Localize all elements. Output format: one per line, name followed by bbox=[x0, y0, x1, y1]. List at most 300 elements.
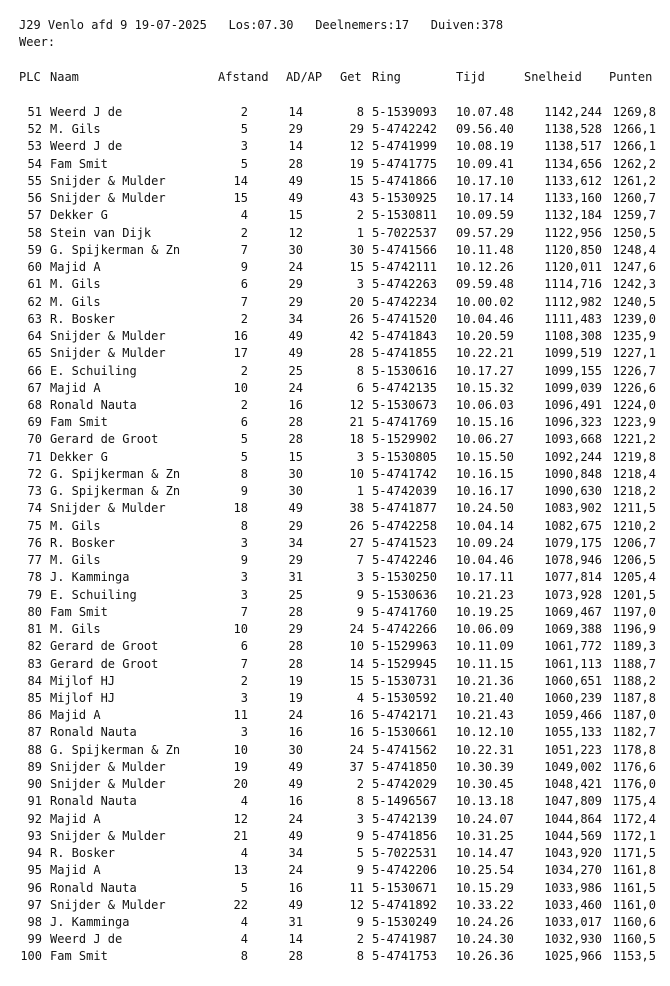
table-row bbox=[0, 604, 670, 621]
table-row bbox=[0, 207, 670, 224]
snelheid-cell: 1108,308 bbox=[544, 329, 602, 344]
adap-cell: 49 bbox=[288, 191, 303, 206]
naam-cell: Fam Smit bbox=[50, 604, 108, 619]
tijd-cell: 10.20.59 bbox=[456, 329, 514, 344]
plc-cell: 96 bbox=[27, 880, 42, 895]
plc-cell: 59 bbox=[27, 242, 42, 257]
snelheid-cell: 1059,466 bbox=[544, 708, 602, 723]
punten-cell: 1235,9 bbox=[612, 329, 656, 344]
ring-cell: 5-4742039 bbox=[372, 484, 438, 499]
adap-cell: 28 bbox=[288, 415, 303, 430]
table-row bbox=[0, 707, 670, 724]
tijd-cell: 10.21.23 bbox=[456, 587, 514, 602]
afstand-cell: 4 bbox=[240, 915, 248, 930]
naam-cell: Snijder & Mulder bbox=[50, 759, 166, 774]
adap-cell: 49 bbox=[288, 828, 303, 843]
get-cell: 29 bbox=[349, 122, 364, 137]
get-cell: 12 bbox=[349, 397, 364, 412]
table-row bbox=[0, 225, 670, 242]
naam-cell: R. Bosker bbox=[50, 311, 116, 326]
get-cell: 9 bbox=[356, 587, 364, 602]
tijd-cell: 10.06.03 bbox=[456, 397, 514, 412]
snelheid-cell: 1133,612 bbox=[544, 173, 602, 188]
get-cell: 8 bbox=[356, 105, 364, 119]
punten-cell: 1227,1 bbox=[612, 346, 656, 361]
punten-cell: 1206,7 bbox=[612, 535, 656, 550]
afstand-cell: 4 bbox=[240, 932, 248, 947]
afstand-cell: 22 bbox=[233, 897, 248, 912]
adap-cell: 29 bbox=[288, 122, 303, 137]
ring-cell: 5-4742242 bbox=[372, 122, 438, 137]
table-row bbox=[0, 173, 670, 190]
snelheid-cell: 1034,270 bbox=[544, 863, 602, 878]
ring-cell: 5-1530731 bbox=[372, 673, 438, 688]
table-row bbox=[0, 397, 670, 414]
punten-cell: 1201,5 bbox=[612, 587, 656, 602]
punten-cell: 1188,7 bbox=[612, 656, 656, 671]
snelheid-cell: 1061,772 bbox=[544, 639, 602, 654]
punten-cell: 1187,8 bbox=[612, 690, 656, 705]
naam-cell: Snijder & Mulder bbox=[50, 897, 166, 912]
table-row bbox=[0, 862, 670, 879]
punten-cell: 1239,0 bbox=[612, 311, 656, 326]
afstand-cell: 6 bbox=[240, 277, 248, 292]
naam-cell: Gerard de Groot bbox=[50, 432, 159, 447]
tijd-cell: 10.06.27 bbox=[456, 432, 514, 447]
afstand-cell: 9 bbox=[240, 260, 248, 275]
snelheid-cell: 1096,323 bbox=[544, 415, 602, 430]
table-row bbox=[0, 518, 670, 535]
punten-cell: 1269,8 bbox=[612, 105, 656, 119]
weather-line: Weer: bbox=[19, 35, 56, 49]
ring-cell: 5-4742246 bbox=[372, 553, 438, 568]
naam-cell: Stein van Dijk bbox=[50, 225, 152, 240]
tijd-cell: 10.22.21 bbox=[456, 346, 514, 361]
table-row bbox=[0, 759, 670, 776]
naam-cell: Mijlof HJ bbox=[50, 673, 116, 688]
adap-cell: 30 bbox=[288, 466, 303, 481]
ring-cell: 5-4742206 bbox=[372, 863, 438, 878]
naam-cell: Snijder & Mulder bbox=[50, 501, 166, 516]
snelheid-cell: 1134,656 bbox=[544, 156, 602, 171]
snelheid-cell: 1078,946 bbox=[544, 553, 602, 568]
afstand-cell: 4 bbox=[240, 794, 248, 809]
naam-cell: Snijder & Mulder bbox=[50, 191, 166, 206]
afstand-cell: 8 bbox=[240, 949, 248, 964]
plc-cell: 82 bbox=[27, 639, 42, 654]
adap-cell: 30 bbox=[288, 742, 303, 757]
get-cell: 26 bbox=[349, 311, 364, 326]
ring-cell: 5-4741877 bbox=[372, 501, 438, 516]
adap-cell: 30 bbox=[288, 242, 303, 257]
snelheid-cell: 1090,630 bbox=[544, 484, 602, 499]
table-row bbox=[0, 500, 670, 517]
punten-cell: 1218,4 bbox=[612, 466, 656, 481]
afstand-cell: 14 bbox=[233, 173, 248, 188]
ring-cell: 5-4741753 bbox=[372, 949, 438, 964]
get-cell: 42 bbox=[349, 329, 364, 344]
adap-cell: 28 bbox=[288, 656, 303, 671]
punten-cell: 1182,7 bbox=[612, 725, 656, 740]
punten-cell: 1189,3 bbox=[612, 639, 656, 654]
get-cell: 16 bbox=[349, 725, 364, 740]
naam-cell: Snijder & Mulder bbox=[50, 173, 166, 188]
adap-cell: 28 bbox=[288, 604, 303, 619]
tijd-cell: 10.30.45 bbox=[456, 777, 514, 792]
table-row bbox=[0, 449, 670, 466]
get-cell: 15 bbox=[349, 173, 364, 188]
plc-cell: 60 bbox=[27, 260, 42, 275]
adap-cell: 24 bbox=[288, 260, 303, 275]
tijd-cell: 09.57.29 bbox=[456, 225, 514, 240]
tijd-cell: 10.24.26 bbox=[456, 915, 514, 930]
ring-cell: 5-1529963 bbox=[372, 639, 438, 654]
tijd-cell: 10.30.39 bbox=[456, 759, 514, 774]
snelheid-cell: 1033,460 bbox=[544, 897, 602, 912]
punten-cell: 1161,5 bbox=[612, 880, 656, 895]
get-cell: 9 bbox=[356, 828, 364, 843]
get-cell: 38 bbox=[349, 501, 364, 516]
punten-cell: 1175,4 bbox=[612, 794, 656, 809]
naam-cell: G. Spijkerman & Zn bbox=[50, 484, 181, 499]
plc-cell: 78 bbox=[27, 570, 42, 585]
punten-cell: 1224,0 bbox=[612, 397, 656, 412]
naam-cell: Majid A bbox=[50, 708, 101, 723]
tijd-cell: 10.00.02 bbox=[456, 294, 514, 309]
punten-cell: 1205,4 bbox=[612, 570, 656, 585]
snelheid-cell: 1048,421 bbox=[544, 777, 602, 792]
naam-cell: J. Kamminga bbox=[50, 915, 130, 930]
plc-cell: 61 bbox=[27, 277, 42, 292]
adap-cell: 49 bbox=[288, 501, 303, 516]
afstand-cell: 6 bbox=[240, 415, 248, 430]
afstand-cell: 2 bbox=[240, 105, 248, 119]
punten-cell: 1160,5 bbox=[612, 932, 656, 947]
naam-cell: Ronald Nauta bbox=[50, 397, 137, 412]
table-row bbox=[0, 104, 670, 121]
adap-cell: 19 bbox=[288, 673, 303, 688]
afstand-cell: 19 bbox=[233, 759, 248, 774]
plc-cell: 53 bbox=[27, 139, 42, 154]
table-row bbox=[0, 276, 670, 293]
plc-cell: 72 bbox=[27, 466, 42, 481]
punten-cell: 1260,7 bbox=[612, 191, 656, 206]
punten-cell: 1160,6 bbox=[612, 915, 656, 930]
plc-cell: 73 bbox=[27, 484, 42, 499]
tijd-cell: 10.09.59 bbox=[456, 208, 514, 223]
adap-cell: 34 bbox=[288, 846, 303, 861]
punten-cell: 1226,6 bbox=[612, 380, 656, 395]
get-cell: 3 bbox=[356, 811, 364, 826]
get-cell: 16 bbox=[349, 708, 364, 723]
table-row bbox=[0, 242, 670, 259]
get-cell: 28 bbox=[349, 346, 364, 361]
naam-cell: Ronald Nauta bbox=[50, 725, 137, 740]
table-row bbox=[0, 587, 670, 604]
adap-cell: 28 bbox=[288, 949, 303, 964]
ring-cell: 5-4742111 bbox=[372, 260, 438, 275]
snelheid-cell: 1099,519 bbox=[544, 346, 602, 361]
snelheid-cell: 1051,223 bbox=[544, 742, 602, 757]
get-cell: 8 bbox=[356, 949, 364, 964]
naam-cell: J. Kamminga bbox=[50, 570, 130, 585]
ring-cell: 5-1539093 bbox=[372, 105, 438, 119]
ring-cell: 5-7022537 bbox=[372, 225, 438, 240]
snelheid-cell: 1077,814 bbox=[544, 570, 602, 585]
plc-cell: 100 bbox=[20, 949, 42, 964]
get-cell: 8 bbox=[356, 363, 364, 378]
afstand-cell: 3 bbox=[240, 535, 248, 550]
adap-cell: 29 bbox=[288, 622, 303, 637]
ring-cell: 5-4741856 bbox=[372, 828, 438, 843]
ring-cell: 5-4742139 bbox=[372, 811, 438, 826]
table-row bbox=[0, 414, 670, 431]
afstand-cell: 7 bbox=[240, 656, 248, 671]
table-row bbox=[0, 294, 670, 311]
afstand-cell: 8 bbox=[240, 466, 248, 481]
snelheid-cell: 1083,902 bbox=[544, 501, 602, 516]
snelheid-cell: 1112,982 bbox=[544, 294, 602, 309]
table-row bbox=[0, 190, 670, 207]
punten-cell: 1266,1 bbox=[612, 122, 656, 137]
afstand-cell: 9 bbox=[240, 553, 248, 568]
plc-cell: 57 bbox=[27, 208, 42, 223]
ring-cell: 5-4741760 bbox=[372, 604, 438, 619]
punten-cell: 1172,4 bbox=[612, 811, 656, 826]
plc-cell: 63 bbox=[27, 311, 42, 326]
snelheid-cell: 1025,966 bbox=[544, 949, 602, 964]
snelheid-cell: 1132,184 bbox=[544, 208, 602, 223]
plc-cell: 90 bbox=[27, 777, 42, 792]
adap-cell: 24 bbox=[288, 380, 303, 395]
afstand-cell: 2 bbox=[240, 363, 248, 378]
column-header-plc: PLC bbox=[19, 70, 41, 84]
plc-cell: 80 bbox=[27, 604, 42, 619]
plc-cell: 99 bbox=[27, 932, 42, 947]
table-row bbox=[0, 811, 670, 828]
punten-cell: 1210,2 bbox=[612, 518, 656, 533]
plc-cell: 51 bbox=[27, 105, 42, 119]
snelheid-cell: 1033,986 bbox=[544, 880, 602, 895]
tijd-cell: 10.16.17 bbox=[456, 484, 514, 499]
afstand-cell: 10 bbox=[233, 380, 248, 395]
punten-cell: 1248,4 bbox=[612, 242, 656, 257]
tijd-cell: 10.21.36 bbox=[456, 673, 514, 688]
ring-cell: 5-4741769 bbox=[372, 415, 438, 430]
get-cell: 26 bbox=[349, 518, 364, 533]
ring-cell: 5-1529945 bbox=[372, 656, 438, 671]
tijd-cell: 10.17.14 bbox=[456, 191, 514, 206]
plc-cell: 94 bbox=[27, 846, 42, 861]
naam-cell: Gerard de Groot bbox=[50, 639, 159, 654]
adap-cell: 34 bbox=[288, 311, 303, 326]
plc-cell: 89 bbox=[27, 759, 42, 774]
snelheid-cell: 1060,651 bbox=[544, 673, 602, 688]
adap-cell: 30 bbox=[288, 484, 303, 499]
plc-cell: 98 bbox=[27, 915, 42, 930]
snelheid-cell: 1044,864 bbox=[544, 811, 602, 826]
afstand-cell: 16 bbox=[233, 329, 248, 344]
tijd-cell: 10.25.54 bbox=[456, 863, 514, 878]
afstand-cell: 10 bbox=[233, 742, 248, 757]
get-cell: 4 bbox=[356, 690, 364, 705]
plc-cell: 85 bbox=[27, 690, 42, 705]
ring-cell: 5-4741775 bbox=[372, 156, 438, 171]
ring-cell: 5-4742234 bbox=[372, 294, 438, 309]
snelheid-cell: 1043,920 bbox=[544, 846, 602, 861]
tijd-cell: 10.15.16 bbox=[456, 415, 514, 430]
get-cell: 6 bbox=[356, 380, 364, 395]
tijd-cell: 10.13.18 bbox=[456, 794, 514, 809]
punten-cell: 1161,0 bbox=[612, 897, 656, 912]
tijd-cell: 10.09.41 bbox=[456, 156, 514, 171]
punten-cell: 1261,2 bbox=[612, 173, 656, 188]
punten-cell: 1161,8 bbox=[612, 863, 656, 878]
table-row bbox=[0, 656, 670, 673]
table-row bbox=[0, 897, 670, 914]
table-row bbox=[0, 466, 670, 483]
plc-cell: 81 bbox=[27, 622, 42, 637]
results-table bbox=[0, 104, 670, 966]
snelheid-cell: 1138,528 bbox=[544, 122, 602, 137]
adap-cell: 12 bbox=[288, 225, 303, 240]
get-cell: 15 bbox=[349, 260, 364, 275]
ring-cell: 5-1530250 bbox=[372, 570, 438, 585]
table-row bbox=[0, 535, 670, 552]
table-row bbox=[0, 931, 670, 948]
adap-cell: 29 bbox=[288, 518, 303, 533]
table-row bbox=[0, 483, 670, 500]
punten-cell: 1247,6 bbox=[612, 260, 656, 275]
punten-cell: 1206,5 bbox=[612, 553, 656, 568]
naam-cell: Majid A bbox=[50, 863, 101, 878]
plc-cell: 91 bbox=[27, 794, 42, 809]
plc-cell: 93 bbox=[27, 828, 42, 843]
ring-cell: 5-4741866 bbox=[372, 173, 438, 188]
column-header-naam: Naam bbox=[50, 70, 79, 84]
tijd-cell: 10.26.36 bbox=[456, 949, 514, 964]
adap-cell: 15 bbox=[288, 449, 303, 464]
snelheid-cell: 1099,039 bbox=[544, 380, 602, 395]
snelheid-cell: 1096,491 bbox=[544, 397, 602, 412]
adap-cell: 14 bbox=[288, 932, 303, 947]
plc-cell: 71 bbox=[27, 449, 42, 464]
afstand-cell: 13 bbox=[233, 863, 248, 878]
plc-cell: 58 bbox=[27, 225, 42, 240]
table-row bbox=[0, 621, 670, 638]
naam-cell: Majid A bbox=[50, 260, 101, 275]
ring-cell: 5-4741562 bbox=[372, 742, 438, 757]
tijd-cell: 10.22.31 bbox=[456, 742, 514, 757]
naam-cell: E. Schuiling bbox=[50, 587, 137, 602]
adap-cell: 34 bbox=[288, 535, 303, 550]
snelheid-cell: 1120,850 bbox=[544, 242, 602, 257]
afstand-cell: 11 bbox=[233, 708, 248, 723]
plc-cell: 69 bbox=[27, 415, 42, 430]
ring-cell: 5-4741999 bbox=[372, 139, 438, 154]
adap-cell: 16 bbox=[288, 725, 303, 740]
naam-cell: Dekker G bbox=[50, 208, 108, 223]
afstand-cell: 5 bbox=[240, 156, 248, 171]
naam-cell: Snijder & Mulder bbox=[50, 828, 166, 843]
afstand-cell: 4 bbox=[240, 208, 248, 223]
afstand-cell: 2 bbox=[240, 225, 248, 240]
snelheid-cell: 1142,244 bbox=[544, 105, 602, 119]
tijd-cell: 10.19.25 bbox=[456, 604, 514, 619]
punten-cell: 1219,8 bbox=[612, 449, 656, 464]
table-row bbox=[0, 793, 670, 810]
afstand-cell: 15 bbox=[233, 191, 248, 206]
ring-cell: 5-4742266 bbox=[372, 622, 438, 637]
get-cell: 3 bbox=[356, 449, 364, 464]
punten-cell: 1187,0 bbox=[612, 708, 656, 723]
table-row bbox=[0, 690, 670, 707]
afstand-cell: 18 bbox=[233, 501, 248, 516]
plc-cell: 66 bbox=[27, 363, 42, 378]
plc-cell: 83 bbox=[27, 656, 42, 671]
table-row bbox=[0, 121, 670, 138]
snelheid-cell: 1092,244 bbox=[544, 449, 602, 464]
afstand-cell: 6 bbox=[240, 639, 248, 654]
adap-cell: 14 bbox=[288, 139, 303, 154]
ring-cell: 5-4742263 bbox=[372, 277, 438, 292]
report-title: J29 Venlo afd 9 19-07-2025 Los:07.30 Deelnemers:17 Duiven:378 bbox=[19, 18, 504, 32]
plc-cell: 68 bbox=[27, 397, 42, 412]
ring-cell: 5-1530671 bbox=[372, 880, 438, 895]
snelheid-cell: 1060,239 bbox=[544, 690, 602, 705]
adap-cell: 16 bbox=[288, 397, 303, 412]
get-cell: 3 bbox=[356, 277, 364, 292]
punten-cell: 1188,2 bbox=[612, 673, 656, 688]
column-header-adap: AD/AP bbox=[286, 70, 323, 84]
naam-cell: G. Spijkerman & Zn bbox=[50, 242, 181, 257]
table-row bbox=[0, 638, 670, 655]
tijd-cell: 10.15.32 bbox=[456, 380, 514, 395]
tijd-cell: 10.04.46 bbox=[456, 311, 514, 326]
plc-cell: 56 bbox=[27, 191, 42, 206]
afstand-cell: 2 bbox=[240, 673, 248, 688]
snelheid-cell: 1073,928 bbox=[544, 587, 602, 602]
tijd-cell: 10.17.10 bbox=[456, 173, 514, 188]
plc-cell: 62 bbox=[27, 294, 42, 309]
adap-cell: 29 bbox=[288, 277, 303, 292]
punten-cell: 1259,7 bbox=[612, 208, 656, 223]
naam-cell: Weerd J de bbox=[50, 105, 123, 119]
plc-cell: 95 bbox=[27, 863, 42, 878]
tijd-cell: 10.14.47 bbox=[456, 846, 514, 861]
afstand-cell: 3 bbox=[240, 690, 248, 705]
table-row bbox=[0, 776, 670, 793]
afstand-cell: 5 bbox=[240, 880, 248, 895]
plc-cell: 77 bbox=[27, 553, 42, 568]
naam-cell: Ronald Nauta bbox=[50, 880, 137, 895]
get-cell: 30 bbox=[349, 242, 364, 257]
tijd-cell: 10.06.09 bbox=[456, 622, 514, 637]
afstand-cell: 3 bbox=[240, 139, 248, 154]
snelheid-cell: 1069,467 bbox=[544, 604, 602, 619]
naam-cell: Fam Smit bbox=[50, 949, 108, 964]
tijd-cell: 10.11.15 bbox=[456, 656, 514, 671]
adap-cell: 24 bbox=[288, 863, 303, 878]
punten-cell: 1153,5 bbox=[612, 949, 656, 964]
table-row bbox=[0, 673, 670, 690]
snelheid-cell: 1033,017 bbox=[544, 915, 602, 930]
naam-cell: M. Gils bbox=[50, 122, 101, 137]
table-row bbox=[0, 380, 670, 397]
adap-cell: 49 bbox=[288, 897, 303, 912]
tijd-cell: 10.21.40 bbox=[456, 690, 514, 705]
table-row bbox=[0, 328, 670, 345]
